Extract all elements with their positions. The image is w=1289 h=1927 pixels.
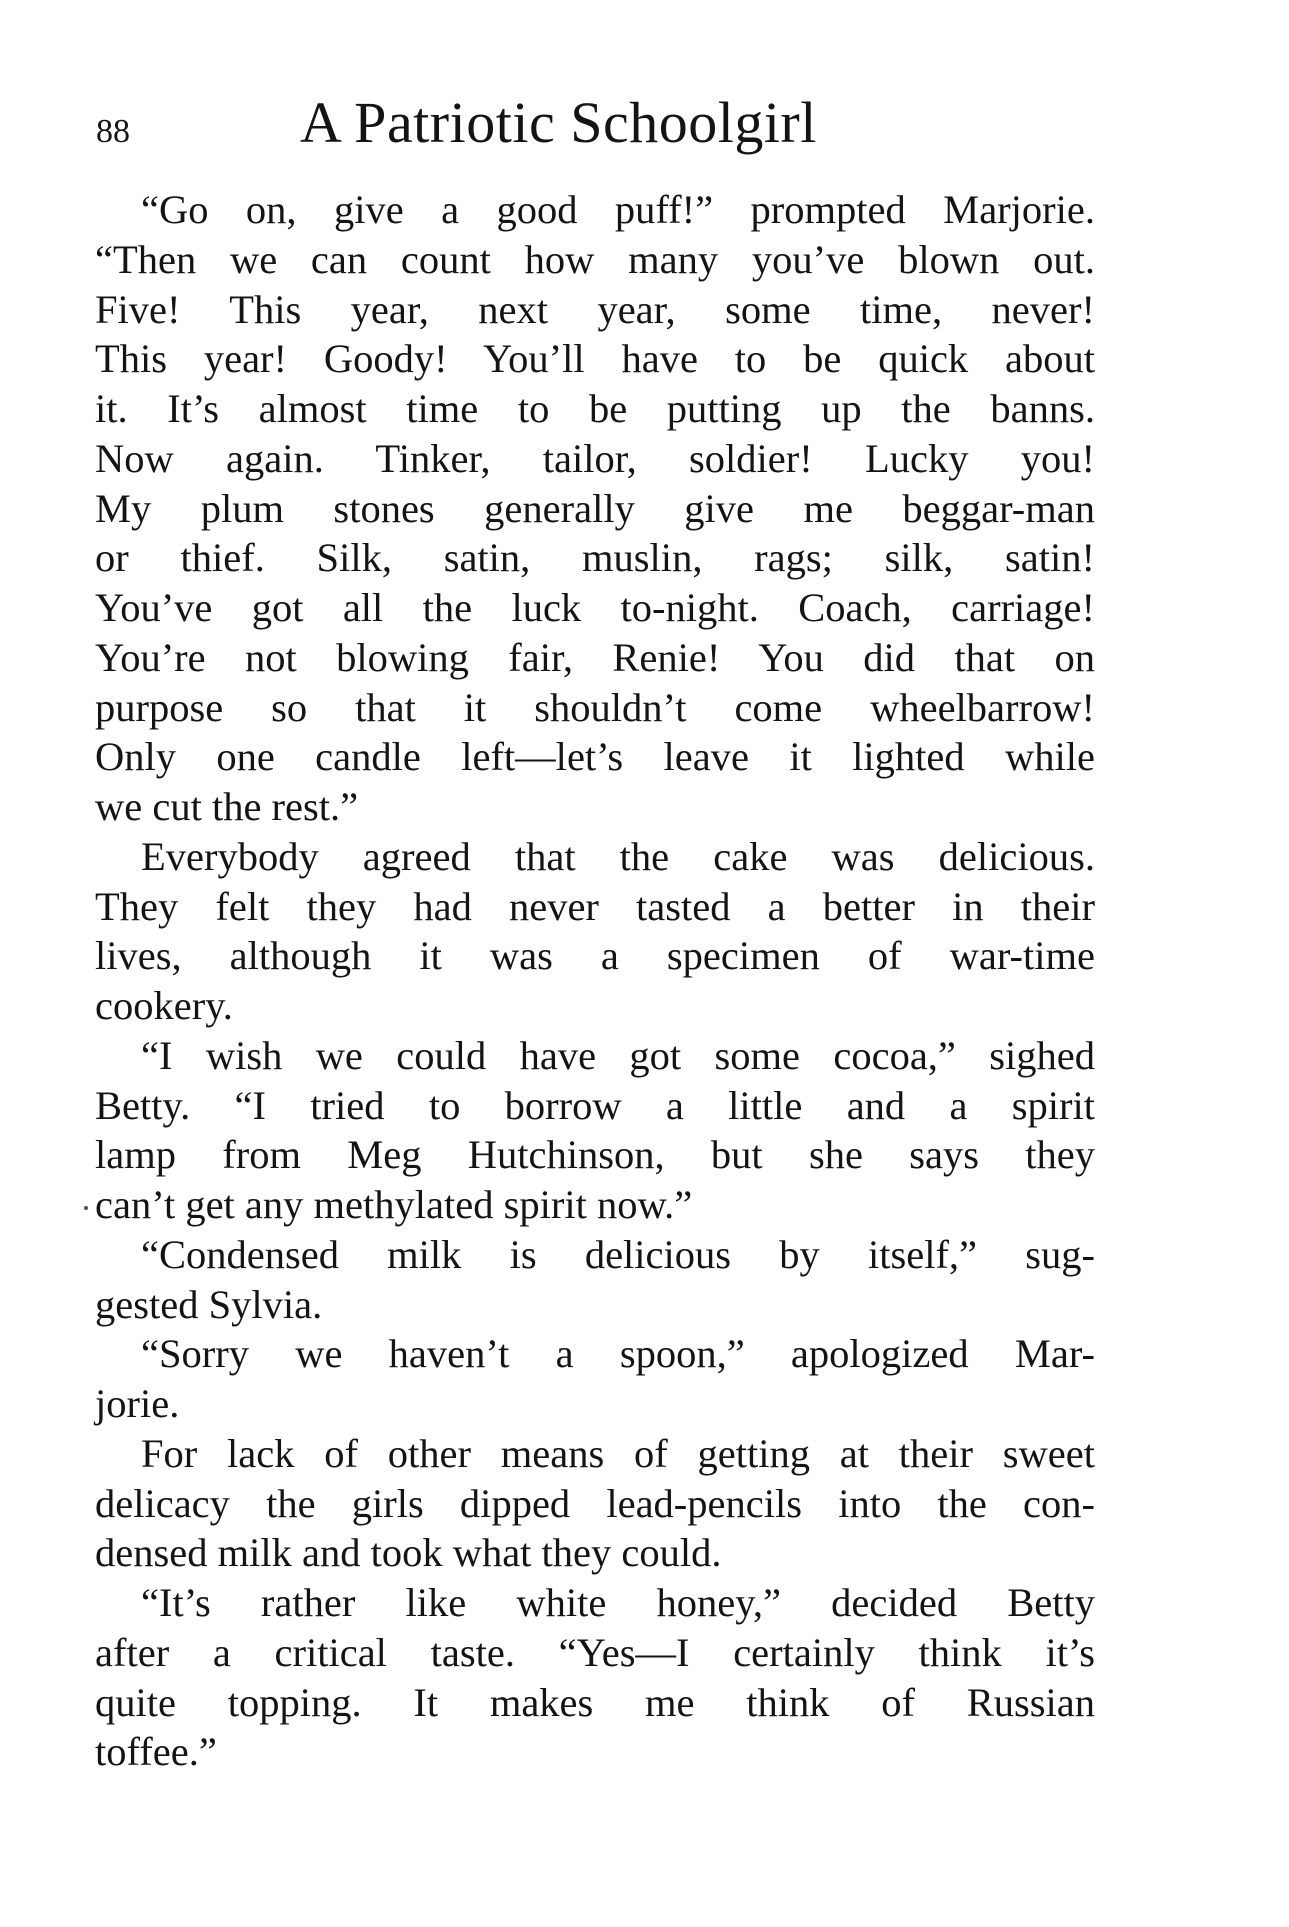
text-line: toffee.” — [95, 1729, 217, 1775]
text-line: gested Sylvia. — [95, 1281, 323, 1327]
text-line: Betty. “I tried to borrow a little and a spirit — [95, 1082, 1095, 1128]
text-line: “It’s rather like white honey,” decided Betty — [141, 1580, 1095, 1625]
text-line: delicacy the girls dipped lead-pencils into the con- — [95, 1480, 1095, 1526]
text-line: can’t get any methylated spirit now.” — [95, 1182, 693, 1227]
text-line: lives, although it was a specimen of war-time — [95, 933, 1095, 979]
text-line: Only one candle left—let’s leave it lighted while — [95, 734, 1095, 780]
text-line: For lack of other means of getting at their sweet — [141, 1430, 1095, 1476]
ink-speck — [84, 1206, 88, 1210]
text-line: You’ve got all the luck to-night. Coach, carriage! — [95, 585, 1095, 630]
text-line: densed milk and took what they could. — [95, 1530, 722, 1576]
text-line: “Sorry we haven’t a spoon,” apologized Mar- — [141, 1331, 1095, 1377]
text-line: Everybody agreed that the cake was delicious. — [141, 833, 1095, 879]
page-header — [96, 88, 1096, 168]
text-line: we cut the rest.” — [95, 784, 359, 829]
page-number: 88 — [96, 113, 130, 150]
text-line: it. It’s almost time to be putting up the banns. — [95, 386, 1095, 431]
text-line: cookery. — [95, 983, 233, 1028]
text-line: This year! Goody! You’ll have to be quick about — [95, 336, 1095, 382]
text-line: They felt they had never tasted a better in their — [95, 883, 1095, 929]
text-line: “Go on, give a good puff!” prompted Marjorie. — [141, 187, 1095, 232]
text-line: jorie. — [95, 1381, 180, 1426]
running-title: A Patriotic Schoolgirl — [300, 90, 817, 155]
text-line: Five! This year, next year, some time, never! — [95, 286, 1095, 332]
text-line: purpose so that it shouldn’t come wheelbarrow! — [95, 684, 1095, 730]
text-line: “Then we can count how many you’ve blown out. — [95, 236, 1095, 282]
text-line: You’re not blowing fair, Renie! You did that on — [95, 634, 1095, 680]
text-line: or thief. Silk, satin, muslin, rags; silk, satin! — [95, 535, 1095, 581]
text-line: “Condensed milk is delicious by itself,” sug- — [141, 1231, 1095, 1277]
text-line: after a critical taste. “Yes—I certainly think it’s — [95, 1629, 1095, 1675]
text-line: My plum stones generally give me beggar-man — [95, 485, 1095, 531]
text-line: lamp from Meg Hutchinson, but she says they — [95, 1132, 1095, 1178]
text-line: “I wish we could have got some cocoa,” sighed — [141, 1032, 1095, 1078]
text-body — [95, 185, 1095, 1777]
text-line: Now again. Tinker, tailor, soldier! Lucky you! — [95, 435, 1095, 481]
text-line: quite topping. It makes me think of Russian — [95, 1679, 1095, 1725]
